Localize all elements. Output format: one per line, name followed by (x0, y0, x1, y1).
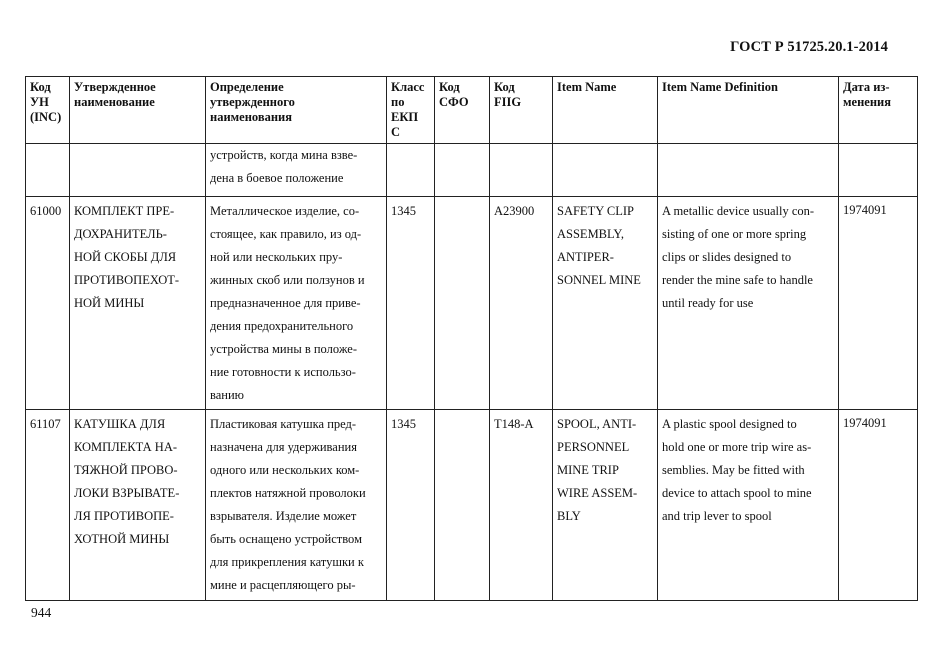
cell-ekps-class (387, 197, 435, 410)
text-line: ЛОКИ ВЗРЫВАТЕ- (74, 486, 180, 500)
text-line: semblies. May be fitted with (662, 463, 805, 477)
text-line: устройства мины в положе- (210, 342, 357, 356)
text-line: A plastic spool designed to (662, 417, 797, 431)
cell-fiig-code (490, 410, 553, 601)
text-line: Item Name (557, 80, 617, 94)
text-line: жинных скоб или ползунов и (210, 273, 365, 287)
text-line: Металлическое изделие, со- (210, 204, 360, 218)
text-line: ANTIPER- (557, 250, 614, 264)
text-line: наименование (74, 95, 155, 109)
text-line: BLY (557, 509, 581, 523)
cell-item-name (553, 144, 658, 197)
text-line: плектов натяжной проволоки (210, 486, 366, 500)
column-header-change-date (839, 77, 918, 144)
text-line: Код (30, 80, 51, 94)
text-line: 61000 (30, 204, 62, 218)
text-line: дения предохранительного (210, 319, 354, 333)
text-line: взрывателя. Изделие может (210, 509, 357, 523)
cell-item-name (553, 410, 658, 601)
cell-change-date: 1974091 (839, 197, 918, 410)
table-row (26, 410, 918, 601)
text-line: ние готовности к использо- (210, 365, 356, 379)
text-line: and trip lever to spool (662, 509, 772, 523)
text-line: A metallic device usually con- (662, 204, 815, 218)
text-line: Определение (210, 80, 284, 94)
text-line: С (391, 125, 401, 139)
text-line: НОЙ СКОБЫ ДЛЯ (74, 250, 177, 264)
classification-table (25, 76, 918, 601)
table-row (26, 144, 918, 197)
cell-ekps-class (387, 144, 435, 197)
column-header-fiig-code (490, 77, 553, 144)
text-line: одного или нескольких ком- (210, 463, 360, 477)
text-line: устройств, когда мина взве- (210, 148, 358, 162)
cell-ekps-class (387, 410, 435, 601)
cell-item-name-definition (658, 410, 839, 601)
cell-definition (206, 410, 387, 601)
text-line: SONNEL MINE (557, 273, 641, 287)
text-line: Дата из- (843, 80, 890, 94)
document-header: ГОСТ Р 51725.20.1-2014 (730, 39, 888, 55)
text-line: render the mine safe to handle (662, 273, 813, 287)
text-line: FIIG (494, 95, 522, 109)
column-header-definition (206, 77, 387, 144)
column-header-item-name-definition (658, 77, 839, 144)
cell-inc (26, 410, 70, 601)
text-line: утвержденного (210, 95, 295, 109)
cell-approved-name (70, 144, 206, 197)
text-line: стоящее, как правило, из од- (210, 227, 362, 241)
text-line: по (391, 95, 405, 109)
text-line: Пластиковая катушка пред- (210, 417, 357, 431)
cell-change-date: 1974091 (839, 410, 918, 601)
text-line: для прикрепления катушки к (210, 555, 364, 569)
text-line: Класс (391, 80, 425, 94)
text-line: КОМПЛЕКТА НА- (74, 440, 178, 454)
text-line: ДОХРАНИТЕЛЬ- (74, 227, 167, 241)
column-header-ekps-class (387, 77, 435, 144)
text-line: ЕКП (391, 110, 419, 124)
text-line: ТЯЖНОЙ ПРОВО- (74, 463, 178, 477)
text-line: Код (494, 80, 515, 94)
cell-item-name (553, 197, 658, 410)
text-line: A23900 (494, 204, 535, 218)
text-line: T148-A (494, 417, 534, 431)
text-line: менения (843, 95, 891, 109)
cell-sfo-code (435, 197, 490, 410)
cell-sfo-code (435, 410, 490, 601)
text-line: ASSEMBLY, (557, 227, 624, 241)
column-header-sfo-code (435, 77, 490, 144)
text-line: 1345 (391, 417, 416, 431)
text-line: WIRE ASSEM- (557, 486, 638, 500)
text-line: быть оснащено устройством (210, 532, 362, 546)
page-number: 944 (31, 605, 52, 620)
text-line: SAFETY CLIP (557, 204, 634, 218)
text-line: clips or slides designed to (662, 250, 792, 264)
cell-approved-name (70, 197, 206, 410)
column-header-item-name (553, 77, 658, 144)
cell-inc (26, 197, 70, 410)
text-line: ХОТНОЙ МИНЫ (74, 532, 170, 546)
text-line: ванию (210, 388, 245, 402)
text-line: until ready for use (662, 296, 754, 310)
text-line: hold one or more trip wire as- (662, 440, 812, 454)
text-line: мине и расцепляющего ры- (210, 578, 356, 592)
cell-approved-name (70, 410, 206, 601)
text-line: (INC) (30, 110, 62, 124)
cell-item-name-definition (658, 144, 839, 197)
cell-sfo-code (435, 144, 490, 197)
cell-item-name-definition (658, 197, 839, 410)
text-line: ной или нескольких пру- (210, 250, 343, 264)
text-line: 61107 (30, 417, 61, 431)
text-line: ЛЯ ПРОТИВОПЕ- (74, 509, 174, 523)
text-line: PERSONNEL (557, 440, 630, 454)
cell-definition (206, 144, 387, 197)
text-line: предназначенное для приве- (210, 296, 361, 310)
cell-inc (26, 144, 70, 197)
text-line: наименования (210, 110, 293, 124)
text-line: УН (30, 95, 49, 109)
text-line: КАТУШКА ДЛЯ (74, 417, 166, 431)
text-line: Утвержденное (74, 80, 156, 94)
text-line: ПРОТИВОПЕХОТ- (74, 273, 180, 287)
cell-definition (206, 197, 387, 410)
cell-fiig-code (490, 144, 553, 197)
text-line: назначена для удерживания (210, 440, 357, 454)
text-line: MINE TRIP (557, 463, 619, 477)
column-header-approved-name (70, 77, 206, 144)
text-line: device to attach spool to mine (662, 486, 812, 500)
table-row (26, 197, 918, 410)
text-line: sisting of one or more spring (662, 227, 807, 241)
cell-change-date (839, 144, 918, 197)
text-line: Код (439, 80, 460, 94)
text-line: дена в боевое положение (210, 171, 344, 185)
column-header-inc (26, 77, 70, 144)
text-line: 1345 (391, 204, 416, 218)
text-line: SPOOL, ANTI- (557, 417, 637, 431)
text-line: Item Name Definition (662, 80, 778, 94)
text-line: КОМПЛЕКТ ПРЕ- (74, 204, 175, 218)
cell-fiig-code (490, 197, 553, 410)
text-line: НОЙ МИНЫ (74, 296, 145, 310)
text-line: СФО (439, 95, 469, 109)
table-header-row (26, 77, 918, 144)
